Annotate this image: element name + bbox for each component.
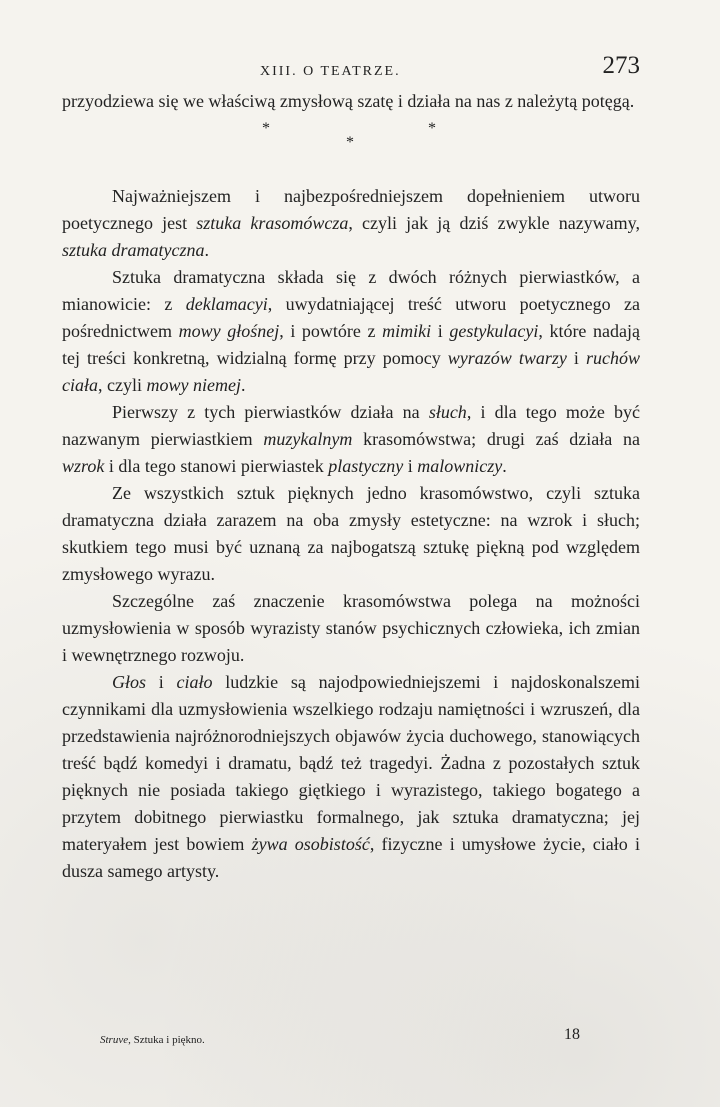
text-run: i (566, 348, 586, 368)
page-body (62, 88, 640, 885)
italic-term: mimiki (382, 321, 432, 341)
italic-term: muzykalnym (263, 429, 353, 449)
italic-term: żywa osobistość (251, 834, 370, 854)
paragraph-pierwiastki (62, 264, 640, 399)
text-run: , i dla tego może być nazwanym pierwiastkiem (62, 402, 641, 449)
text-run: i (431, 321, 450, 341)
asterisk-right: * (428, 120, 436, 137)
paragraph-sztuka-krasomowcza (62, 183, 640, 264)
text-run: i (403, 456, 418, 476)
italic-term: mowy niemej (146, 375, 241, 395)
text-run: , które nadają tej treści konkretną, widzialną formę przy pomocy (62, 321, 641, 368)
text-run: , czyli jak ją dziś zwykle nazywamy, (348, 213, 641, 233)
italic-term: mowy głośnej (178, 321, 280, 341)
italic-term: wyrazów twarzy (447, 348, 567, 368)
paragraph-continuation: przyodziewa się we właściwą zmysłową szatę i działa na nas z należytą potęgą. (62, 91, 635, 111)
paragraph-sluch-wzrok (62, 399, 640, 480)
text-run: , uwydatniającej treść utworu poetycznego za pośrednictwem (62, 294, 640, 341)
asterisk-middle: * (346, 134, 354, 151)
page-footer (100, 1026, 580, 1054)
page-number: 273 (602, 52, 640, 79)
running-head: XIII. O TEATRZE. (260, 64, 401, 79)
italic-term: sztuka krasomówcza (196, 213, 349, 233)
text-run: , czyli (98, 375, 147, 395)
paragraph-ze-wszystkich: Ze wszystkich sztuk pięknych jedno krasomówstwo, czyli sztuka dramatyczna działa zarazem na oba zmysły estetyczne: na wzrok i słuch; skutkiem tego musi być uznaną za najbogatszą sztukę piękną pod względem zmysłowego wyrazu. (62, 483, 640, 584)
section-asterism (62, 115, 640, 183)
italic-term: plastyczny (328, 456, 404, 476)
text-run: , i powtóre z (279, 321, 383, 341)
paragraph-glos-i-cialo (62, 669, 640, 885)
text-run: i dla tego stanowi pierwiastek (104, 456, 329, 476)
text-run: Pierwszy z tych pierwiastków działa na (112, 402, 429, 422)
footer-book-title: , Sztuka i piękno. (128, 1034, 205, 1046)
text-run: . (502, 456, 507, 476)
italic-term: Głos (112, 672, 147, 692)
text-run: i (146, 672, 177, 692)
paragraph-szczegolne: Szczególne zaś znaczenie krasomówstwa polega na możności uzmysłowienia w sposób wyrazisty stanów psychicznych człowieka, ich zmian i wewnętrznego rozwoju. (62, 591, 640, 665)
text-run: Najważniejszem i najbezpośredniejszem dopełnieniem utworu poetycznego jest (62, 186, 640, 233)
page-header (62, 52, 640, 92)
italic-term: sztuka dramatyczna (62, 240, 205, 260)
italic-term: gestykulacyi (449, 321, 539, 341)
text-run: Sztuka dramatyczna składa się z dwóch różnych pierwiastków, a mianowicie: z (62, 267, 640, 314)
text-run: ludzkie są najodpowiedniejszemi i najdoskonalszemi czynnikami dla uzmysłowienia wszelkiego rodzaju namiętności i wzruszeń, dla przedstawienia najróżnorodniejszych objawów życia duchowego, stanowiących treść bądź komedyi i dramatu, bądź też tragedyi. Żadna z pozostałych sztuk pięknych nie posiada takiego giętkiego i wyrazistego, takiego bogatego a przytem dobitnego pierwiastku formalnego, jak sztuka dramatyczna; jej materyałem jest bowiem (62, 672, 640, 854)
signature-mark: 18 (564, 1026, 580, 1043)
italic-term: ciało (176, 672, 213, 692)
text-run: krasomówstwa; drugi zaś działa na (352, 429, 640, 449)
italic-term: ruchów ciała (62, 348, 640, 395)
footer-author: Struve (100, 1034, 129, 1046)
italic-term: malowniczy (417, 456, 503, 476)
text-run: . (240, 375, 246, 395)
text-run: . (204, 240, 209, 260)
asterisk-left: * (262, 120, 270, 137)
italic-term: słuch (428, 402, 467, 422)
italic-term: wzrok (62, 456, 105, 476)
italic-term: deklamacyi (185, 294, 268, 314)
text-run: , fizyczne i umysłowe życie, ciało i dusza samego artysty. (62, 834, 640, 881)
